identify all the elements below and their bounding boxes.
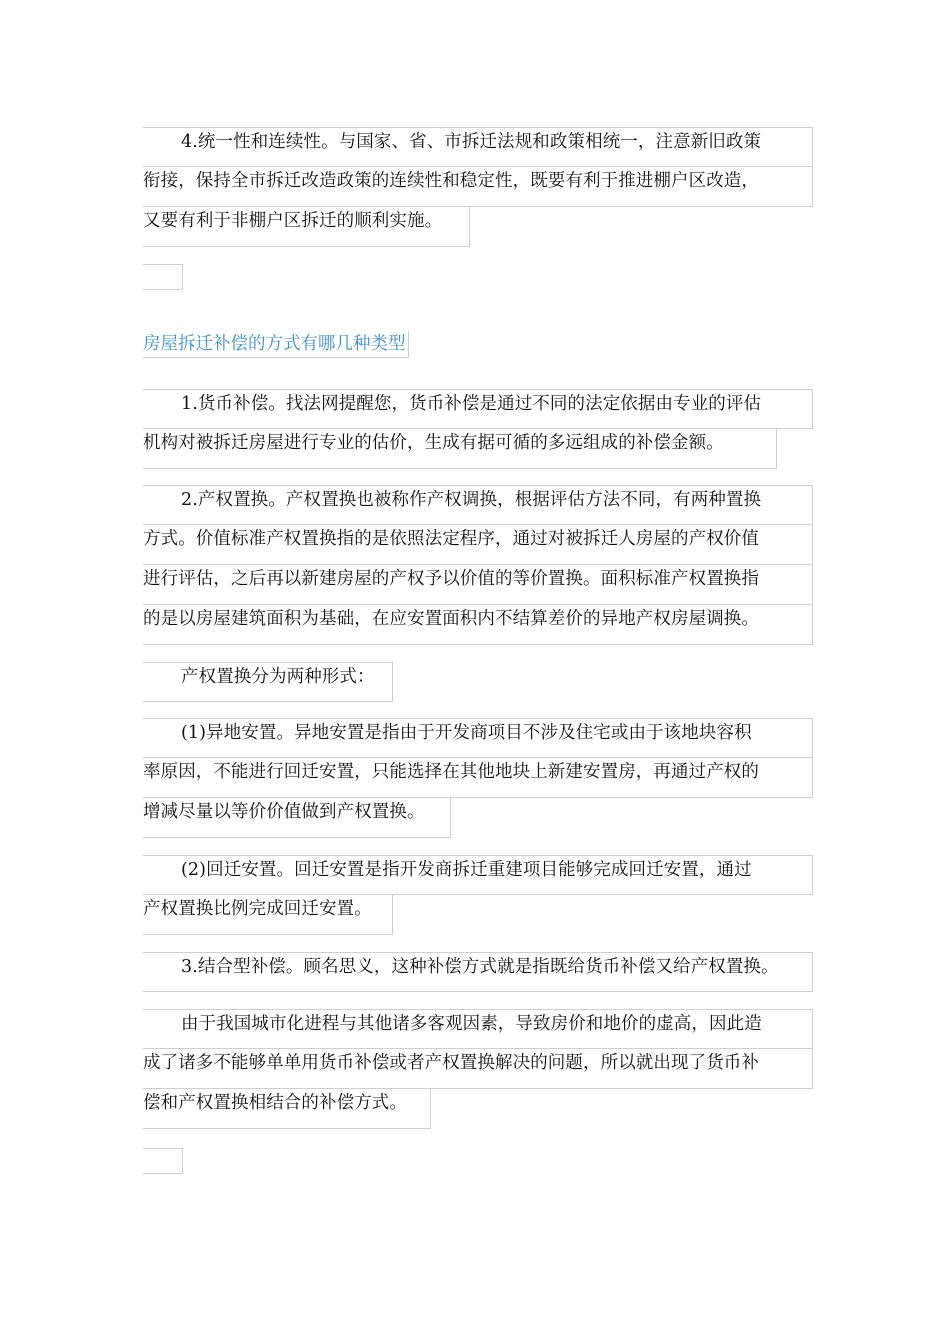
paragraph-property-exchange (143, 485, 813, 645)
text-line: 产权置换分为两种形式： (143, 662, 393, 702)
text-line: 的是以房屋建筑面积为基础，在应安置面积内不结算差价的异地产权房屋调换。 (143, 605, 813, 645)
paragraph-combined-compensation (143, 952, 813, 992)
empty-block (143, 1148, 183, 1174)
text-line: 由于我国城市化进程与其他诸多客观因素，导致房价和地价的虚高，因此造 (143, 1009, 813, 1049)
text-line: 机构对被拆迁房屋进行专业的估价，生成有据可循的多远组成的补偿金额。 (143, 429, 777, 469)
text-line: 2.产权置换。产权置换也被称作产权调换，根据评估方法不同，有两种置换 (143, 485, 813, 525)
text-line: 进行评估，之后再以新建房屋的产权予以价值的等价置换。面积标准产权置换指 (143, 565, 813, 605)
empty-block (143, 264, 183, 290)
text-line: 衔接，保持全市拆迁改造政策的连续性和稳定性，既要有利于推进棚户区改造， (143, 167, 813, 207)
paragraph-monetary-compensation (143, 389, 813, 469)
paragraph-explanation (143, 1009, 813, 1129)
text-line: 产权置换比例完成回迁安置。 (143, 895, 393, 935)
text-line: 又要有利于非棚户区拆迁的顺利实施。 (143, 207, 470, 247)
paragraph-return-resettlement (143, 855, 813, 935)
section-heading: 房屋拆迁补偿的方式有哪几种类型 (143, 331, 409, 358)
paragraph-two-forms (143, 662, 813, 702)
text-line: (1)异地安置。异地安置是指由于开发商项目不涉及住宅或由于该地块容积 (143, 718, 813, 758)
paragraph-unity-continuity (143, 127, 813, 247)
text-line: 增减尽量以等价价值做到产权置换。 (143, 798, 451, 838)
text-line: 率原因，不能进行回迁安置，只能选择在其他地块上新建安置房，再通过产权的 (143, 758, 813, 798)
text-line: 成了诸多不能够单单用货币补偿或者产权置换解决的问题，所以就出现了货币补 (143, 1049, 813, 1089)
text-line: 1.货币补偿。找法网提醒您，货币补偿是通过不同的法定依据由专业的评估 (143, 389, 813, 429)
paragraph-offsite-resettlement (143, 718, 813, 838)
text-line: 方式。价值标准产权置换指的是依照法定程序，通过对被拆迁人房屋的产权价值 (143, 525, 813, 565)
text-line: 3.结合型补偿。顾名思义，这种补偿方式就是指既给货币补偿又给产权置换。 (143, 952, 813, 992)
text-line: 4.统一性和连续性。与国家、省、市拆迁法规和政策相统一，注意新旧政策 (143, 127, 813, 167)
text-line: 偿和产权置换相结合的补偿方式。 (143, 1089, 431, 1129)
text-line: (2)回迁安置。回迁安置是指开发商拆迁重建项目能够完成回迁安置，通过 (143, 855, 813, 895)
